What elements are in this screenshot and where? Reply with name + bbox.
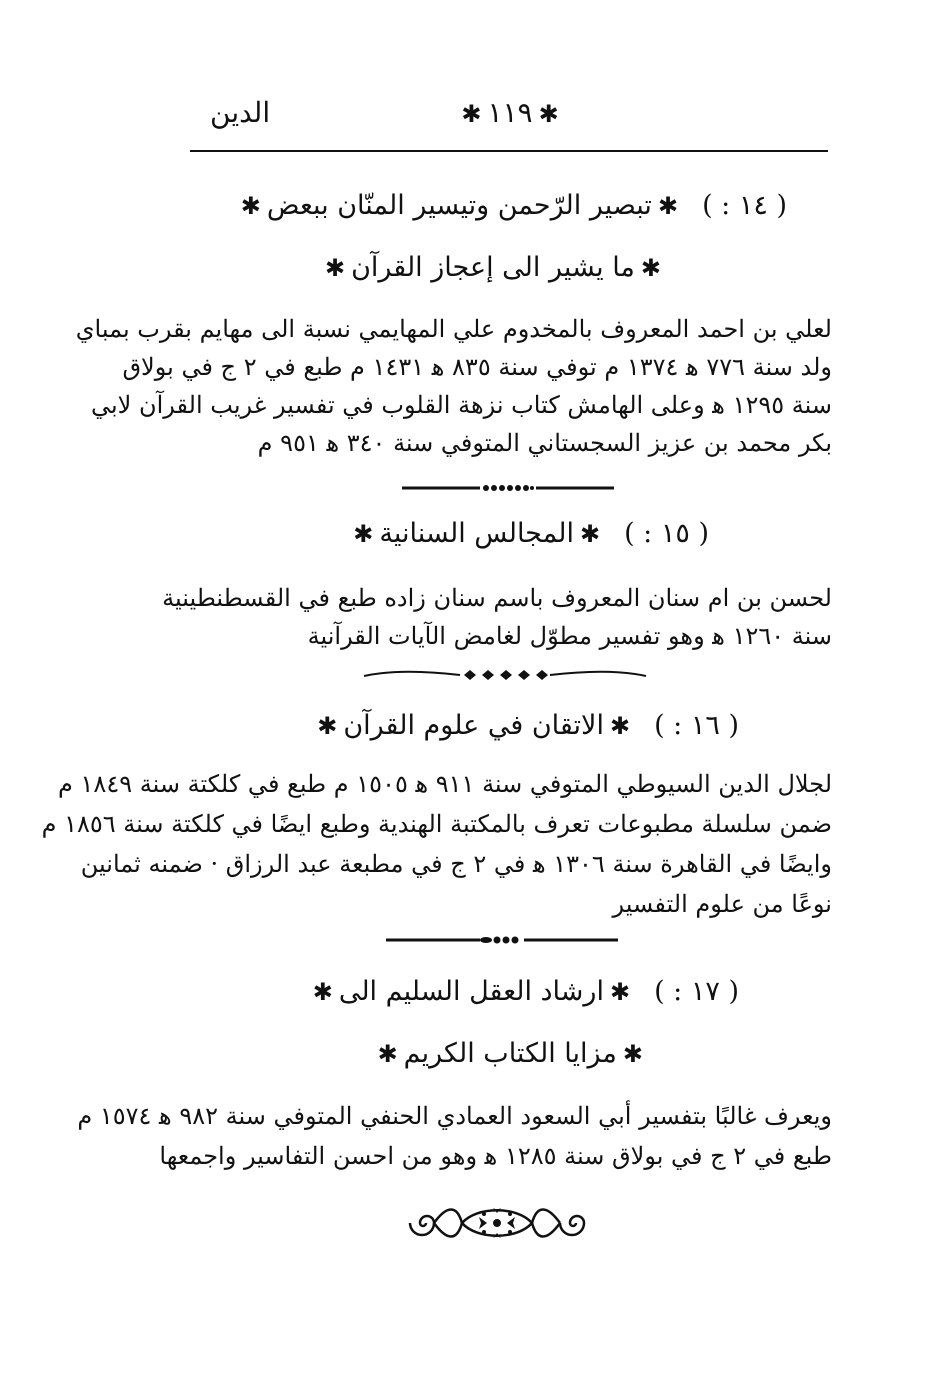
asterisk-ornament-icon: ✱	[622, 1040, 643, 1068]
asterisk-ornament-icon: ✱	[657, 192, 679, 220]
entry-number: ( ١٧ : )	[654, 976, 739, 1007]
entry-number: ( ١٥ : )	[624, 518, 709, 549]
entry-17-title-line-1	[307, 976, 739, 1007]
asterisk-ornament-icon: ✱	[324, 254, 346, 282]
entry-title: ما يشير الى إعجاز القرآن	[351, 252, 635, 283]
entry-16-body-line: لجلال الدين السيوطي المتوفي سنة ٩١١ ﻫ ١٥٠٥ م طبع في كلكتة سنة ١٨٤٩ م	[58, 770, 832, 798]
entry-16-body-line: نوعًا من علوم التفسير	[612, 890, 832, 918]
entry-14-title-line-1	[235, 190, 787, 221]
asterisk-ornament-icon: ✱	[609, 712, 631, 740]
asterisk-ornament-icon: ✱	[317, 712, 338, 740]
entry-title: تبصير الرّحمن وتيسير المنّان ببعض	[266, 190, 652, 221]
asterisk-ornament-icon: ✱	[609, 978, 631, 1006]
entry-title: الاتقان في علوم القرآن	[343, 710, 604, 741]
running-head-title: الدين	[210, 96, 271, 129]
page-number	[450, 96, 570, 129]
entry-14-body-line: سنة ١٢٩٥ ﻫ وعلى الهامش كتاب نزهة القلوب في تفسير غريب القرآن لابي	[91, 391, 832, 419]
asterisk-ornament-icon: ✱	[640, 254, 661, 282]
asterisk-ornament-icon: ✱	[538, 100, 559, 128]
page-number-value: ١١٩	[487, 96, 533, 129]
asterisk-ornament-icon: ✱	[312, 978, 333, 1006]
entry-15-body-line: سنة ١٢٦٠ ﻫ وهو تفسير مطوّل لغامض الآيات القرآنية	[307, 622, 832, 650]
asterisk-ornament-icon: ✱	[353, 520, 374, 548]
asterisk-ornament-icon: ✱	[377, 1040, 398, 1068]
entry-16-title-line-1	[311, 710, 739, 741]
entry-14-body-line: لعلي بن احمد المعروف بالمخدوم علي المهايمي نسبة الى مهايم بقرب بمباي	[75, 315, 832, 343]
entry-15-title-line-1	[347, 518, 709, 549]
entry-17-body-line: ويعرف غالبًا بتفسير أبي السعود العمادي الحنفي المتوفي سنة ٩٨٢ ﻫ ١٥٧٤ م	[77, 1102, 832, 1130]
entry-14-title-line-2	[319, 252, 667, 283]
end-ornament-icon	[392, 1200, 602, 1246]
entry-title: ارشاد العقل السليم الى	[338, 976, 604, 1007]
entry-title: المجالس السنانية	[379, 518, 574, 549]
entry-17-body-line: طبع في ٢ ج في بولاق سنة ١٢٨٥ ﻫ وهو من احسن التفاسير واجمعها	[159, 1142, 832, 1170]
entry-14-body-line: بكر محمد بن عزيز السجستاني المتوفي سنة ٣٤٠ ﻫ ٩٥١ م	[257, 429, 832, 457]
section-divider	[360, 664, 650, 686]
entry-14-body-line: ولد سنة ٧٧٦ ﻫ ١٣٧٤ م توفي سنة ٨٣٥ ﻫ ١٤٣١ م طبع في ٢ ج في بولاق	[122, 353, 832, 381]
entry-17-title-line-2	[372, 1038, 649, 1069]
entry-16-body-line: ضمن سلسلة مطبوعات تعرف بالمكتبة الهندية وطبع ايضًا في كلكتة سنة ١٨٥٦ م	[41, 810, 832, 838]
asterisk-ornament-icon: ✱	[579, 520, 601, 548]
entry-16-body-line: وايضًا في القاهرة سنة ١٣٠٦ ﻫ في ٢ ج في مطبعة عبد الرزاق · ضمنه ثمانين	[80, 850, 832, 878]
asterisk-ornament-icon: ✱	[461, 100, 482, 128]
entry-number: ( ١٦ : )	[654, 710, 739, 741]
entry-15-body-line: لحسن بن ام سنان المعروف باسم سنان زاده طبع في القسطنطينية	[162, 584, 832, 612]
entry-number: ( ١٤ : )	[702, 190, 787, 221]
asterisk-ornament-icon: ✱	[240, 192, 261, 220]
header-rule	[190, 150, 828, 152]
section-divider	[384, 930, 620, 950]
section-divider	[400, 478, 616, 498]
entry-title: مزايا الكتاب الكريم	[403, 1038, 617, 1069]
